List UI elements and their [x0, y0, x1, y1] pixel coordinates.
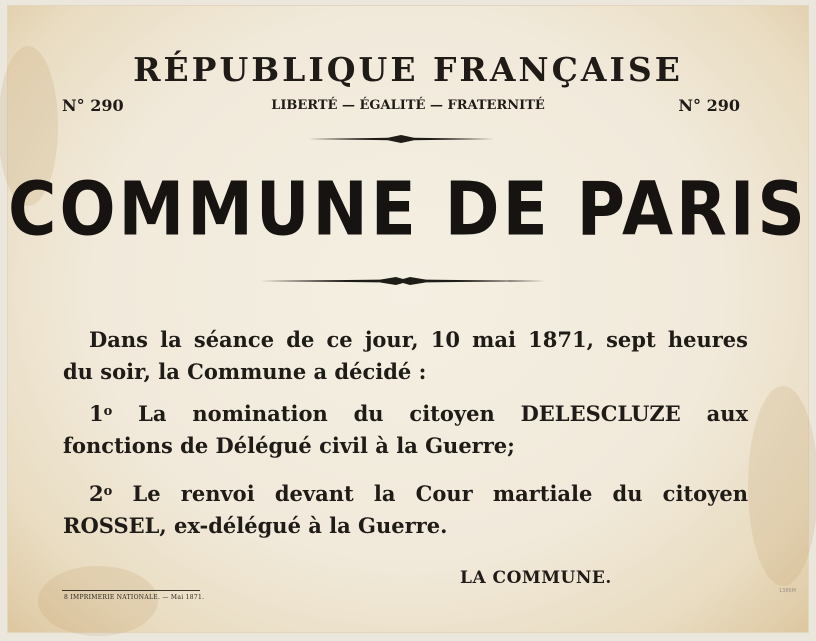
item-ordinal: o [103, 404, 113, 419]
paper-stain [38, 566, 158, 636]
poster [8, 6, 808, 632]
decision-item-2 [63, 476, 748, 542]
ornamental-rule [260, 276, 546, 286]
decision-item-1-line: fonctions de Délégué civil à la Guerre; [63, 433, 515, 458]
decree-intro-line: du soir, la Commune a décidé : [63, 359, 427, 384]
decision-item-2-text: Le renvoi devant la Cour martiale du citoyen [112, 481, 748, 506]
decision-item-1 [63, 396, 748, 462]
ornamental-rule [308, 134, 494, 144]
item-number: 2 [89, 481, 104, 506]
decision-item-2-line [63, 476, 748, 510]
main-headline: COMMUNE DE PARIS [8, 166, 808, 253]
decision-item-2-line: ROSSEL, ex-délégué à la Guerre. [63, 513, 448, 538]
decree-intro [63, 324, 748, 388]
paper-stain [748, 386, 816, 586]
printer-imprint: 8 IMPRIMERIE NATIONALE. — Mai 1871. [64, 594, 205, 601]
national-motto: LIBERTÉ — ÉGALITÉ — FRATERNITÉ [271, 98, 545, 113]
republic-title: RÉPUBLIQUE FRANÇAISE [133, 50, 683, 89]
item-ordinal: o [103, 484, 113, 499]
item-number: 1 [89, 401, 104, 426]
imprint-rule [62, 590, 200, 591]
catalog-mark: 1386M [778, 588, 796, 594]
poster-number-left: N° 290 [62, 96, 124, 115]
poster-number-right: N° 290 [678, 96, 740, 115]
signature: LA COMMUNE. [460, 568, 612, 588]
decision-item-1-line [63, 396, 748, 430]
decision-item-1-text: La nomination du citoyen DELESCLUZE aux [112, 401, 748, 426]
decree-intro-line: Dans la séance de ce jour, 10 mai 1871, sept heures [89, 327, 748, 352]
